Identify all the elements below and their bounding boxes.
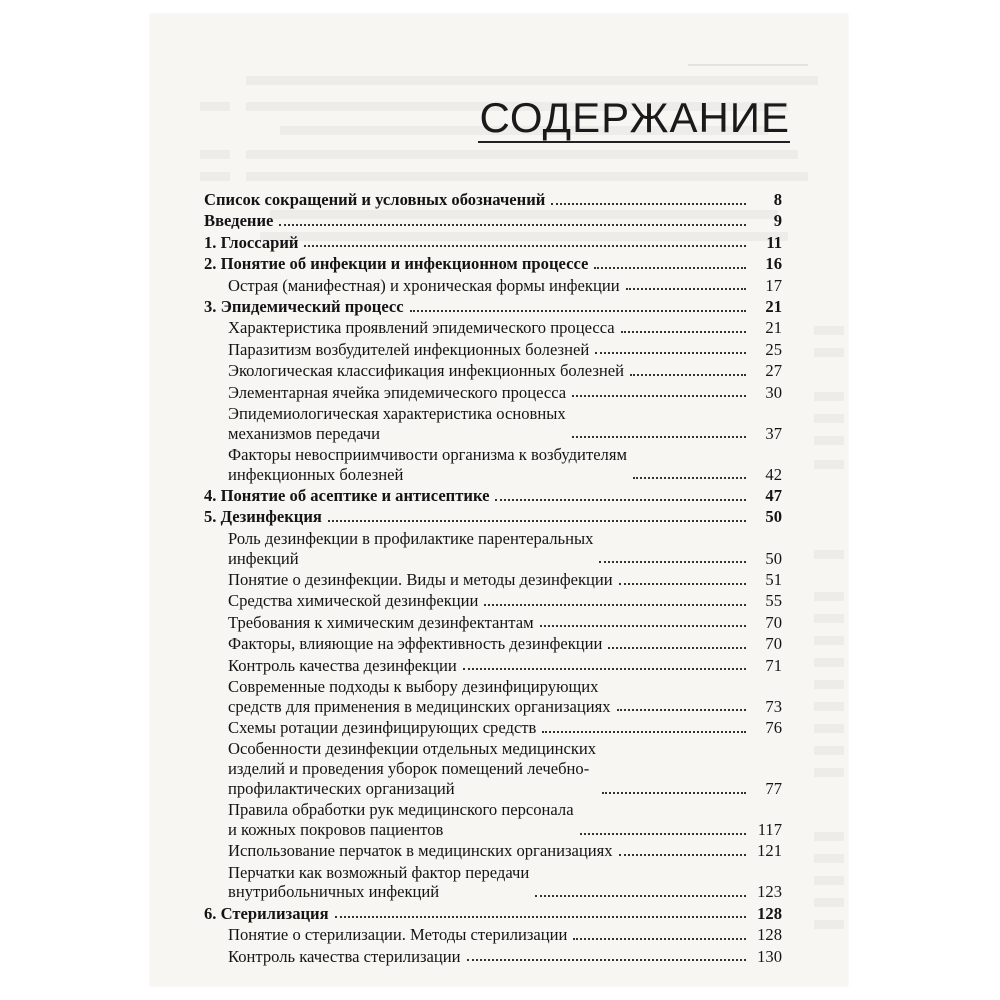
toc-entry-title-line: Требования к химическим дезинфектантам <box>228 612 534 632</box>
dot-leader <box>540 625 746 627</box>
toc-entry <box>204 677 782 716</box>
toc-entry-title <box>228 841 613 861</box>
dot-leader <box>463 668 746 670</box>
toc-entry-title-line: Паразитизм возбудителей инфекционных болезней <box>228 339 590 359</box>
dot-leader <box>279 224 746 226</box>
dot-leader <box>551 203 746 205</box>
dot-leader <box>535 895 746 897</box>
toc-entry-title <box>204 233 298 253</box>
toc-entry <box>204 318 782 338</box>
toc-entry-title-line: механизмов передачи <box>228 423 381 443</box>
toc-entry-title-line: 5. Дезинфекция <box>204 507 322 527</box>
toc-entry-title <box>228 947 461 967</box>
toc-entry-title-line: Понятие о дезинфекции. Виды и методы дезинфекции <box>228 569 613 589</box>
toc-entry-title-line: Элементарная ячейка эпидемического процесса <box>228 382 567 402</box>
toc-entry <box>204 634 782 654</box>
toc-entry-title <box>204 297 404 317</box>
table-of-contents <box>204 190 782 968</box>
toc-entry-title-line: Список сокращений и условных обозначений <box>204 190 546 209</box>
toc-entry-title <box>204 486 489 506</box>
toc-page-number: 128 <box>757 925 782 945</box>
toc-page-number: 37 <box>765 423 782 443</box>
toc-page-number: 8 <box>773 190 782 209</box>
toc-page-number: 117 <box>757 819 782 839</box>
dot-leader <box>304 245 746 247</box>
dot-leader <box>630 374 746 376</box>
toc-page-number: 17 <box>765 275 782 295</box>
dot-leader <box>572 395 746 397</box>
toc-entry <box>204 486 782 506</box>
toc-entry <box>204 904 782 924</box>
toc-entry <box>204 404 782 443</box>
toc-entry-title <box>228 718 536 738</box>
toc-page-number: 21 <box>765 318 782 338</box>
dot-leader <box>580 833 746 835</box>
toc-entry-title <box>228 656 457 676</box>
toc-entry <box>204 739 782 798</box>
toc-entry-title-line: и кожных покровов пациентов <box>228 819 444 839</box>
dot-leader <box>621 331 746 333</box>
toc-entry-title <box>228 613 534 633</box>
toc-entry <box>204 529 782 568</box>
toc-entry-title <box>228 276 620 296</box>
dot-leader <box>328 520 746 522</box>
toc-page-number: 27 <box>765 361 782 381</box>
dot-leader <box>626 288 746 290</box>
toc-entry-title <box>228 925 567 945</box>
toc-entry-title <box>204 190 545 210</box>
toc-entry-title-line: Использование перчаток в медицинских организациях <box>228 841 613 861</box>
toc-entry <box>204 925 782 945</box>
toc-entry-title <box>228 404 566 443</box>
toc-page-number: 16 <box>765 254 782 274</box>
toc-entry-title <box>228 863 529 902</box>
toc-entry-title-line: средств для применения в медицинских организациях <box>228 696 611 716</box>
toc-entry-title <box>204 211 273 231</box>
toc-entry-title <box>228 361 624 381</box>
toc-entry <box>204 800 782 839</box>
toc-entry-title-line: Роль дезинфекции в профилактике парентеральных <box>228 528 594 548</box>
toc-page-number: 128 <box>757 903 782 923</box>
toc-entry-title-line: 3. Эпидемический процесс <box>204 296 404 316</box>
toc-entry <box>204 570 782 590</box>
dot-leader <box>484 604 746 606</box>
toc-entry-title-line: Эпидемиологическая характеристика основных <box>228 403 566 423</box>
toc-entry-title-line: профилактических организаций <box>228 778 455 798</box>
toc-entry <box>204 297 782 317</box>
toc-page-number: 50 <box>765 507 782 527</box>
toc-entry-title <box>228 739 596 798</box>
dot-leader <box>617 709 746 711</box>
dot-leader <box>608 647 746 649</box>
toc-page-number: 47 <box>765 486 782 506</box>
toc-page-number: 11 <box>766 232 782 252</box>
title-underline <box>478 141 790 143</box>
toc-page-number: 130 <box>757 946 782 966</box>
toc-entry <box>204 190 782 210</box>
toc-entry-title-line: Экологическая классификация инфекционных болезней <box>228 361 625 381</box>
toc-entry-title <box>204 904 329 924</box>
toc-entry-title <box>228 591 478 611</box>
dot-leader <box>633 477 746 479</box>
toc-page-number: 9 <box>773 211 782 231</box>
toc-entry-title-line: инфекций <box>228 548 299 568</box>
dot-leader <box>572 436 746 438</box>
toc-entry-title <box>204 254 588 274</box>
toc-entry <box>204 361 782 381</box>
toc-entry-title-line: инфекционных болезней <box>228 464 404 484</box>
toc-entry-title-line: Введение <box>204 211 274 231</box>
toc-entry-title-line: Острая (манифестная) и хроническая формы инфекции <box>228 275 620 295</box>
toc-entry <box>204 383 782 403</box>
toc-entry-title-line: Перчатки как возможный фактор передачи <box>228 862 530 882</box>
toc-page-number: 77 <box>765 778 782 798</box>
toc-entry-title-line: 1. Глоссарий <box>204 232 299 252</box>
toc-entry-title-line: 4. Понятие об асептике и антисептике <box>204 486 490 506</box>
toc-entry <box>204 211 782 231</box>
toc-entry-title <box>228 570 613 590</box>
toc-entry <box>204 591 782 611</box>
toc-entry-title-line: Понятие о стерилизации. Методы стерилизации <box>228 925 568 945</box>
toc-page-number: 50 <box>765 548 782 568</box>
toc-entry <box>204 233 782 253</box>
toc-entry-title <box>228 318 615 338</box>
toc-page-number: 55 <box>765 591 782 611</box>
toc-entry-title <box>228 529 593 568</box>
bleed-through-running-head <box>688 40 808 66</box>
toc-entry-title <box>228 445 627 484</box>
toc-page-number: 21 <box>765 296 782 316</box>
toc-entry-title-line: Характеристика проявлений эпидемического процесса <box>228 318 615 338</box>
dot-leader <box>467 959 746 961</box>
toc-entry-title-line: изделий и проведения уборок помещений лечебно- <box>228 759 590 779</box>
toc-entry-title <box>228 340 589 360</box>
toc-entry-title-line: Современные подходы к выбору дезинфицирующих <box>228 676 599 696</box>
toc-page-number: 25 <box>765 339 782 359</box>
toc-entry <box>204 863 782 902</box>
dot-leader <box>573 938 746 940</box>
toc-entry-title <box>228 634 602 654</box>
toc-entry-title <box>204 507 322 527</box>
toc-entry-title <box>228 383 566 403</box>
toc-entry <box>204 507 782 527</box>
toc-entry <box>204 656 782 676</box>
dot-leader <box>595 352 746 354</box>
toc-entry-title-line: Факторы невосприимчивости организма к возбудителям <box>228 445 627 464</box>
toc-entry <box>204 340 782 360</box>
dot-leader <box>619 583 746 585</box>
toc-page-number: 123 <box>757 882 782 902</box>
dot-leader <box>599 561 746 563</box>
toc-entry <box>204 276 782 296</box>
toc-entry-title <box>228 677 611 716</box>
toc-entry <box>204 254 782 274</box>
toc-entry-title-line: 6. Стерилизация <box>204 903 329 923</box>
toc-entry-title-line: 2. Понятие об инфекции и инфекционном процессе <box>204 254 589 274</box>
dot-leader <box>602 792 746 794</box>
toc-entry-title-line: Особенности дезинфекции отдельных медицинских <box>228 739 597 759</box>
toc-page-number: 76 <box>765 718 782 738</box>
toc-entry-title-line: внутрибольничных инфекций <box>228 882 440 902</box>
toc-entry-title-line: Контроль качества стерилизации <box>228 946 461 966</box>
toc-entry-title-line: Правила обработки рук медицинского персонала <box>228 800 574 820</box>
toc-entry <box>204 947 782 967</box>
toc-entry-title <box>228 800 574 839</box>
dot-leader <box>542 731 746 733</box>
toc-page-number: 70 <box>765 612 782 632</box>
dot-leader <box>495 499 746 501</box>
dot-leader <box>619 854 746 856</box>
toc-page-number: 70 <box>765 634 782 654</box>
dot-leader <box>594 267 746 269</box>
dot-leader <box>335 916 746 918</box>
dot-leader <box>410 310 746 312</box>
toc-page-number: 30 <box>765 382 782 402</box>
toc-page-number: 71 <box>765 655 782 675</box>
toc-entry-title-line: Факторы, влияющие на эффективность дезинфекции <box>228 634 603 654</box>
toc-entry <box>204 445 782 484</box>
toc-entry-title-line: Схемы ротации дезинфицирующих средств <box>228 718 537 738</box>
toc-page-number: 51 <box>765 569 782 589</box>
book-page <box>150 14 848 986</box>
toc-entry <box>204 841 782 861</box>
toc-page-number: 121 <box>757 841 782 861</box>
toc-entry-title-line: Контроль качества дезинфекции <box>228 655 457 675</box>
toc-entry <box>204 613 782 633</box>
page-title: СОДЕРЖАНИЕ <box>479 94 790 141</box>
toc-page-number: 73 <box>765 696 782 716</box>
toc-entry-title-line: Средства химической дезинфекции <box>228 591 479 611</box>
toc-entry <box>204 718 782 738</box>
toc-page-number: 42 <box>765 464 782 484</box>
